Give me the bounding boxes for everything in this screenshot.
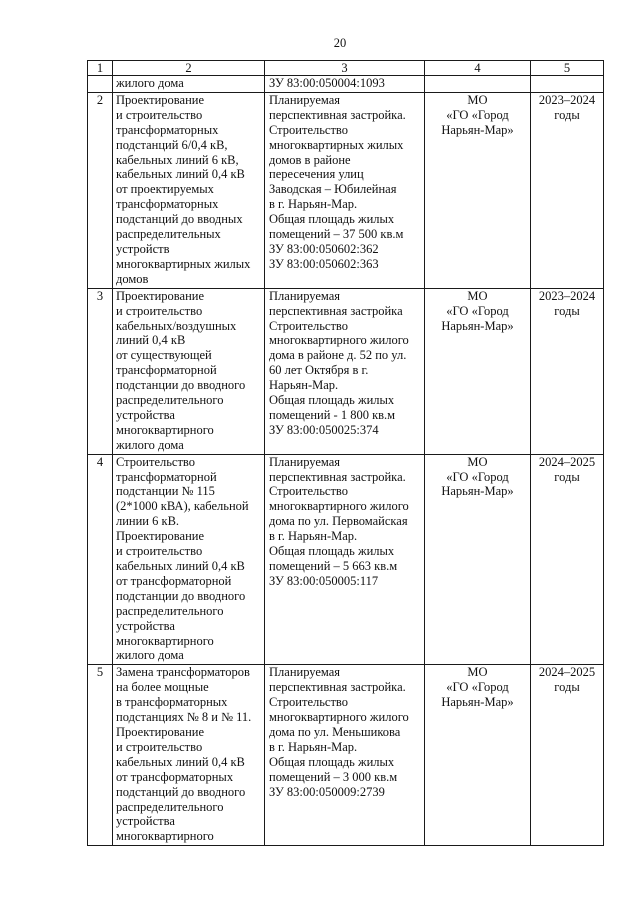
implementation-term: 2024–2025 годы — [531, 665, 604, 846]
work-description: Проектирование и строительство трансформаторных подстанций 6/0,4 кВ, кабельных линий 6 кВ, кабельных линий 0,4 кВ от проектируемых трансформаторных подстанций до вводных распределительных устройств многоквартирных жилых домов — [113, 92, 265, 288]
implementation-term: 2023–2024 годы — [531, 92, 604, 288]
object-description: Планируемая перспективная застройка. Строительство многоквартирного жилого дома по ул. Первомайская в г. Нарьян-Мар. Общая площадь жилых помещений – 5 663 кв.м ЗУ 83:00:050005:117 — [265, 454, 425, 665]
table-row — [88, 665, 604, 846]
object-description: Планируемая перспективная застройка. Строительство многоквартирных жилых домов в районе пересечения улиц Заводская – Юбилейная в г. Нарьян-Мар. Общая площадь жилых помещений – 37 500 кв.м ЗУ 83:00:050602:362 ЗУ 83:00:050602:363 — [265, 92, 425, 288]
implementation-term: 2023–2024 годы — [531, 288, 604, 454]
continuation-num-cell — [88, 76, 113, 93]
object-description: Планируемая перспективная застройка Строительство многоквартирного жилого дома в районе д. 52 по ул. 60 лет Октября в г. Нарьян-Мар. Общая площадь жилых помещений - 1 800 кв.м ЗУ 83:00:050025:374 — [265, 288, 425, 454]
infrastructure-table — [87, 60, 604, 846]
responsible-party: МО «ГО «Город Нарьян-Мар» — [425, 288, 531, 454]
work-description: Строительство трансформаторной подстанции № 115 (2*1000 кВА), кабельной линии 6 кВ. Проектирование и строительство кабельных линий 0,4 кВ от трансформаторной подстанции до вводного распределительного устройства многоквартирного жилого дома — [113, 454, 265, 665]
responsible-party: МО «ГО «Город Нарьян-Мар» — [425, 665, 531, 846]
header-cell-3: 3 — [265, 61, 425, 76]
work-description: Проектирование и строительство кабельных/воздушных линий 0,4 кВ от существующей трансформаторной подстанции до вводного распределительного устройства многоквартирного жилого дома — [113, 288, 265, 454]
continuation-work-cell: жилого дома — [113, 76, 265, 93]
page-number: 20 — [333, 36, 347, 50]
continuation-responsible-cell — [425, 76, 531, 93]
table-row — [88, 454, 604, 665]
responsible-party: МО «ГО «Город Нарьян-Мар» — [425, 92, 531, 288]
header-cell-2: 2 — [113, 61, 265, 76]
header-row — [88, 61, 604, 76]
continuation-term-cell — [531, 76, 604, 93]
continuation-object-cell: ЗУ 83:00:050004:1093 — [265, 76, 425, 93]
object-description: Планируемая перспективная застройка. Строительство многоквартирного жилого дома по ул. Меньшикова в г. Нарьян-Мар. Общая площадь жилых помещений – 3 000 кв.м ЗУ 83:00:050009:2739 — [265, 665, 425, 846]
responsible-party: МО «ГО «Город Нарьян-Мар» — [425, 454, 531, 665]
work-description: Замена трансформаторов на более мощные в трансформаторных подстанциях № 8 и № 11. Проектирование и строительство кабельных линий 0,4 кВ от трансформаторных подстанций до вводного распределительного устройства многоквартирного — [113, 665, 265, 846]
continuation-row — [88, 76, 604, 93]
table-row — [88, 288, 604, 454]
row-number: 3 — [88, 288, 113, 454]
header-cell-5: 5 — [531, 61, 604, 76]
implementation-term: 2024–2025 годы — [531, 454, 604, 665]
row-number: 4 — [88, 454, 113, 665]
header-cell-4: 4 — [425, 61, 531, 76]
row-number: 2 — [88, 92, 113, 288]
header-cell-1: 1 — [88, 61, 113, 76]
table-row — [88, 92, 604, 288]
row-number: 5 — [88, 665, 113, 846]
